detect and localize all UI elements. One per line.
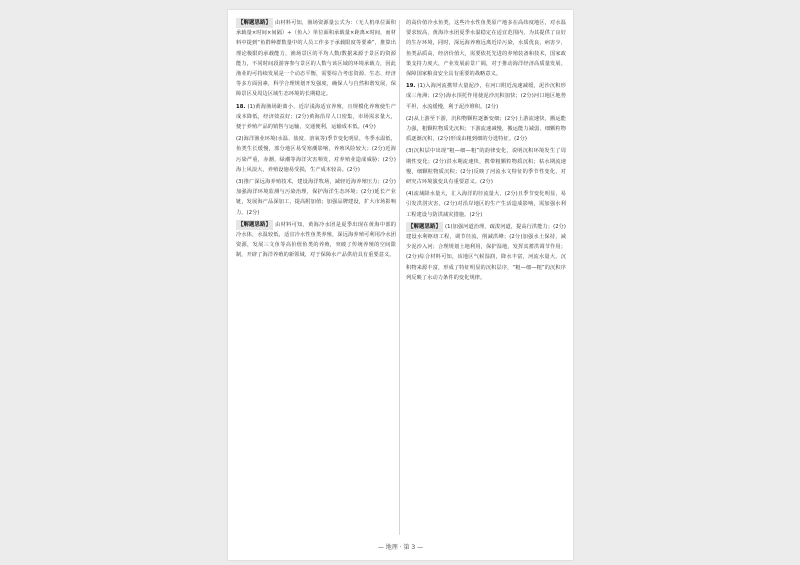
paragraph-text: (1)加强河道治理，疏浚河道，提高行洪能力；(2分)建设水利枢纽工程，调节径流，削减洪峰；(2分)加强水土保持，减少泥沙入河；合理规划土地利用，保护湿地，发挥其蓄洪调节作用；(2分)综合材料可知，该地区气候湿润，降水丰富，河流水量大，沉积物来源丰富，形成了特征明显的沉积层序，“粗—细—粗”的沉积序列反映了水动力条件的变化规律。 — [406, 223, 566, 281]
answer-paragraph — [406, 222, 566, 283]
answer-tag: 【解题思路】 — [236, 220, 273, 230]
paragraph-text: (1)黄海渔场距离小，近岸浅海适宜养殖，且规模化养殖使生产成本降低，经济效益好；(2分)黄海沿岸人口密集，市场需求量大，便于养殖产品的销售与运输，交通便利，运输成本低。(4分) — [236, 103, 396, 131]
question-number: 18. — [236, 103, 246, 110]
answer-paragraph — [236, 102, 396, 133]
answer-paragraph: (4)流域降水量大，汇入海洋的径流量大，(2分)且季节变化明显，易引发洪涝灾害，(2分)对沿岸地区的生产生活造成影响，需加强水利工程建设与防洪减灾措施。(2分) — [406, 191, 566, 218]
answer-paragraph — [236, 220, 396, 261]
answer-tag: 【解题思路】 — [236, 18, 273, 28]
answer-sheet-page — [228, 10, 573, 560]
answer-paragraph — [236, 18, 396, 100]
column-divider — [399, 20, 400, 535]
page-footer: — 地理 · 第 3 — — [377, 544, 424, 551]
paragraph-text: (1)入海河流携带大量泥沙，在河口附近流速减缓，泥沙沉积形成三角洲；(2分)海水顶托作用使泥沙沉积加快；(2分)河口地区地势平坦，水流缓慢，利于泥沙堆积。(2分) — [406, 83, 566, 110]
question-number: 19. — [406, 83, 416, 90]
left-column — [236, 18, 396, 533]
answer-paragraph — [406, 81, 566, 112]
answer-paragraph: (2)从上游至下游，沉积物颗粒逐渐变细；(2分)上游流速快，搬运能力强，粗颗粒物质先沉积；下游流速减慢，搬运能力减弱，细颗粒物质逐渐沉积，(2分)形成由粗到细的分选特征。(2分) — [406, 115, 566, 143]
answer-paragraph: (3)推广深远海养殖技术，建设海洋牧场，减轻近海养殖压力；(2分)加强海洋环境监测与污染治理，保护海洋生态环境；(2分)延长产业链，发展海产品深加工，提高附加值；加强品牌建设，扩大市场影响力。(2分) — [236, 179, 396, 216]
answer-paragraph: (3)沉积层中出现“粗—细—粗”的韵律变化，说明沉积环境发生了周期性变化；(2分)洪水期流速快，携带粗颗粒物质沉积；枯水期流速慢，细颗粒物质沉积；(2分)反映了河流水文特征的季节性变化，对研究古环境演变具有重要意义。(2分) — [406, 148, 566, 186]
paragraph-text: 由材料可知，渔场资源量公式为：（无人机单位面积承载量×时间×间隔）÷（鱼入）单位面积承载量×距离×时间，而材料中提到“鱼群种群数量中的人员工作多于承载限度等要素”，推算出理论极限的承载能力，渔场景区的平均人数/数据来源于景区的资源能力，不同时间段游客参与景区的人数与该区域的环境承载力，因此渔业的可持续发展是一个动态平衡，需要综合考虑资源、生态、经济等多方面因素，科学合理规划开发强度，确保人与自然和谐发展，保障景区及周边区域生态环境的长期稳定。 — [236, 20, 396, 98]
answer-paragraph: (2)海洋渔业环境(水温、盐度、溶氧等)季节变化明显，冬季水温低，鱼类生长缓慢，部分地区易受寒潮影响，养殖风险较大；(2分)近海污染严重，赤潮、绿潮等海洋灾害频发，对养殖业造成威胁；(2分)海上风浪大，养殖设施易受损，生产成本较高。(2分) — [236, 136, 396, 173]
answer-tag: 【解题思路】 — [406, 222, 443, 232]
right-column — [406, 18, 566, 533]
answer-paragraph: 的高价值冷水鱼类，这些冷水性鱼类原产地多在高纬度地区，对水温要求较高，黄海冷水团夏季水温稳定在适宜范围内，为其提供了良好的生存环境，同时，深远海养殖远离近岸污染，水质优良，病害少，鱼类品质高，经济价值大，需要依托先进的养殖装备和技术，国家政策支持力度大，产业发展前景广阔，对于推动海洋经济高质量发展、保障国家粮食安全具有重要的战略意义。 — [406, 20, 566, 78]
paragraph-text: 由材料可知，黄海冷水团是夏季出现在黄海中部的冷水体，水温较低，适宜冷水性鱼类养殖，深远海养殖可利用冷水团资源，发展三文鱼等高价值鱼类的养殖，突破了传统养殖的空间限制，开辟了海洋养殖的新领域，对于保障水产品供给具有重要意义。 — [236, 221, 396, 259]
